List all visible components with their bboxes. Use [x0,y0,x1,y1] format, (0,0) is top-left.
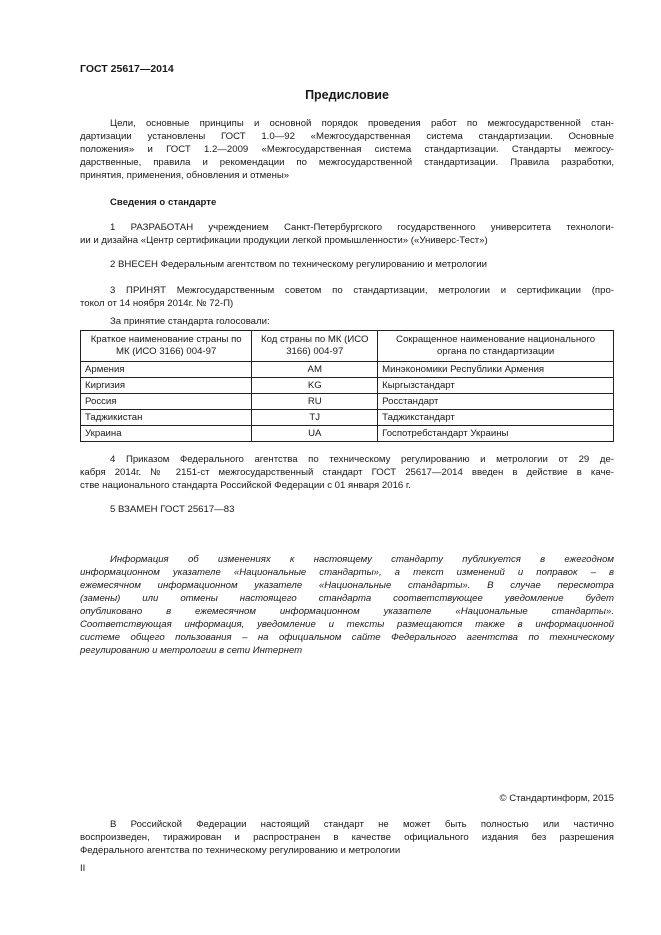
body-cell: Минэкономики Республики Армения [378,362,614,378]
body-cell: Кыргызстандарт [378,378,614,394]
section-heading: Сведения о стандарте [110,197,217,208]
voting-table [80,330,614,442]
page-title: Предисловие [305,88,389,102]
page-number: II [80,863,86,874]
item-4-paragraph [80,453,614,492]
code-cell: RU [252,394,378,410]
copyright-notice: © Стандартинформ, 2015 [499,793,614,804]
text-line: Соответствующая информация, уведомление и тексты размещаются также в информационной [80,619,614,630]
text-line: дартизации установлены ГОСТ 1.0—92 «Межгосударственная система стандартизации. Основные [80,131,614,142]
body-cell: Госпотребстандарт Украины [378,426,614,442]
table-header-row [81,331,614,362]
text-line: информационном указателе «Национальные стандарты», а текст изменений и поправок – в [80,567,614,578]
table-row [81,362,614,378]
text-line: Информация об изменениях к настоящему стандарту публикуется в ежегодном [110,554,614,565]
text-line: дарственные, правила и рекомендации по межгосударственной стандартизации. Правила разработки, [80,157,614,168]
table-row [81,426,614,442]
body-cell: Таджикстандарт [378,410,614,426]
item-2-paragraph [80,258,614,271]
text-line: ии и дизайна «Центр сертификации продукции легкой промышленности» («Универс-Тест») [80,235,488,246]
text-line: опубликовано в ежемесячном информационном указателе «Национальные стандарты». [80,606,614,617]
text-line: Федерального агентства по техническому регулированию и метрологии [80,845,401,856]
text-line: (замены) или отмены настоящего стандарта соответствующее уведомление будет [80,593,614,604]
code-cell: KG [252,378,378,394]
table-row [81,378,614,394]
text-line: В Российской Федерации настоящий стандарт не может быть полностью или частично [110,819,614,830]
country-cell: Киргизия [81,378,252,394]
code-cell: UA [252,426,378,442]
country-cell: Россия [81,394,252,410]
text-line: стве национального стандарта Российской Федерации с 01 января 2016 г. [80,480,411,491]
text-line: 1 РАЗРАБОТАН учреждением Санкт-Петербургского государственного университета технологи- [110,222,614,233]
country-cell: Таджикистан [81,410,252,426]
text-line: положения» и ГОСТ 1.2—2009 «Межгосударственная система стандартизации. Стандарты межгосу- [80,144,614,155]
text-line: 4 Приказом Федерального агентства по техническому регулированию и метрологии от 29 де- [110,454,614,465]
table-row [81,394,614,410]
document-id: ГОСТ 25617—2014 [80,63,174,75]
intro-paragraph [80,117,614,182]
text-line: кабря 2014г. № 2151-ст межгосударственный стандарт ГОСТ 25617—2014 введен в действие в каче- [80,467,614,478]
text-line: системе общего пользования – на официальном сайте Федерального агентства по техническому [80,632,614,643]
code-cell: AM [252,362,378,378]
column-header-country: Краткое наименование страны по МК (ИСО 3166) 004-97 [81,331,252,362]
vote-caption [80,315,614,328]
item-3-paragraph [80,284,614,310]
item-5-paragraph [80,503,614,516]
text-line: токол от 14 ноября 2014г. № 72-П) [80,298,234,309]
country-cell: Украина [81,426,252,442]
rights-paragraph [80,818,614,857]
country-cell: Армения [81,362,252,378]
text-line: 5 ВЗАМЕН ГОСТ 25617—83 [110,504,235,515]
text-line: За принятие стандарта голосовали: [110,316,270,327]
table-row [81,410,614,426]
item-1-paragraph [80,221,614,247]
text-line: 3 ПРИНЯТ Межгосударственным советом по стандартизации, метрологии и сертификации (про- [110,285,614,296]
column-header-body: Сокращенное наименование национального органа по стандартизации [378,331,614,362]
column-header-code: Код страны по МК (ИСО 3166) 004-97 [252,331,378,362]
text-line: регулированию и метрологии в сети Интернет [80,645,303,656]
text-line: 2 ВНЕСЕН Федеральным агентством по техническому регулированию и метрологии [110,259,488,270]
text-line: воспроизведен, тиражирован и распространен в качестве официального издания без разрешения [80,832,614,843]
change-notice [80,553,614,657]
text-line: принятия, применения, обновления и отмены» [80,170,290,181]
text-line: Цели, основные принципы и основной порядок проведения работ по межгосударственной стан- [110,118,614,129]
code-cell: TJ [252,410,378,426]
text-line: ежемесячном информационном указателе «Национальные стандарты». В случае пересмотра [80,580,614,591]
body-cell: Росстандарт [378,394,614,410]
